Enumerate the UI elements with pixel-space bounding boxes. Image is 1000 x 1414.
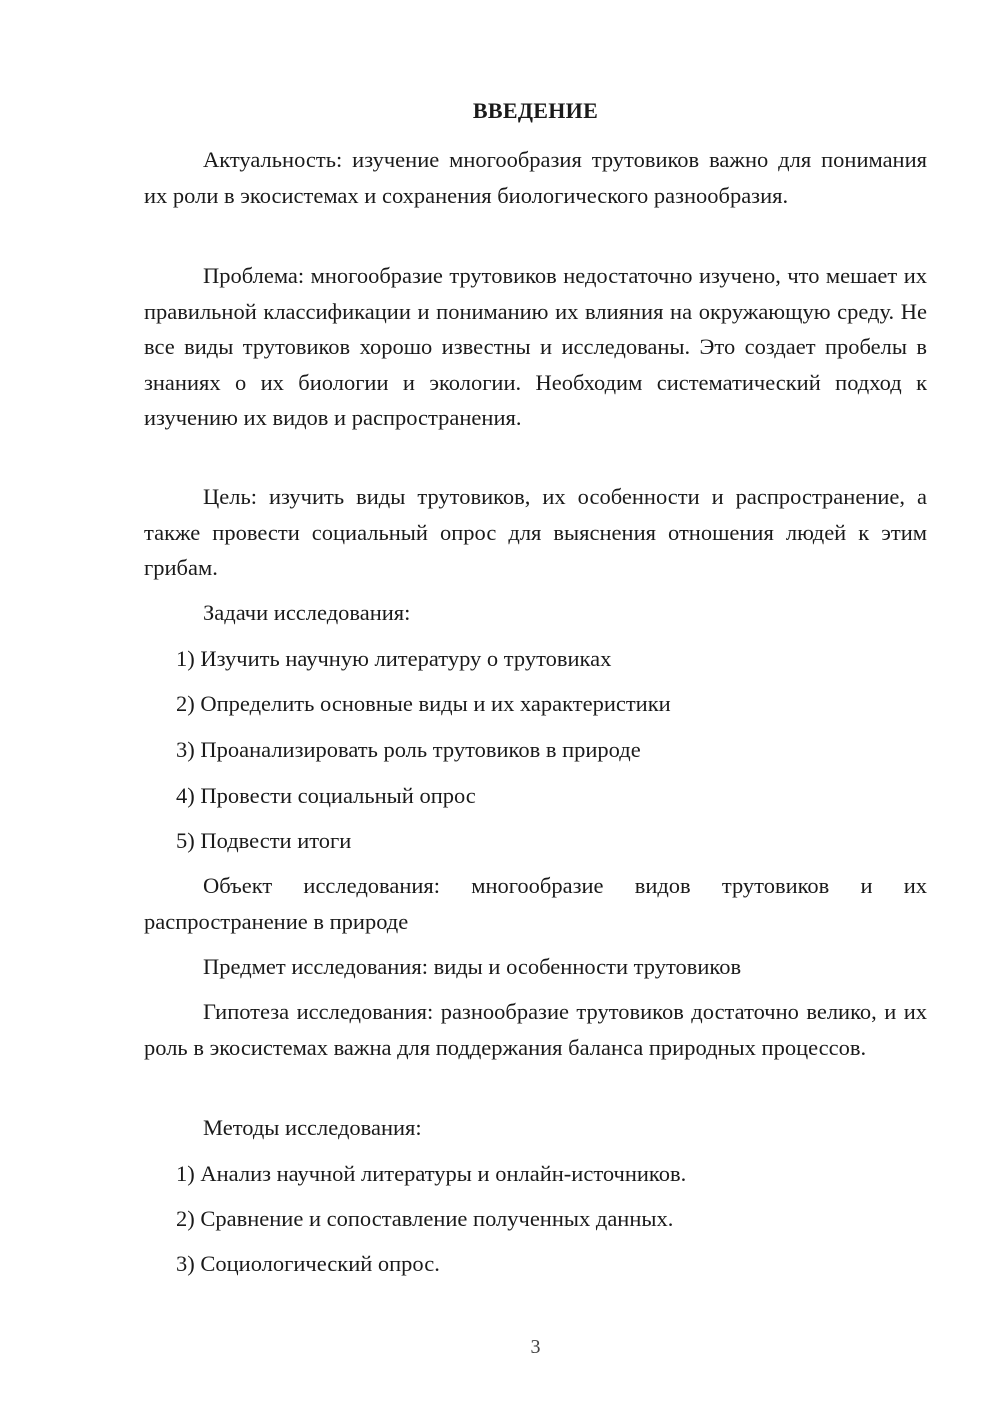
document-page [144, 0, 927, 1414]
methods-heading: Методы исследования: [203, 1115, 422, 1140]
section-title: ВВЕДЕНИЕ [472, 98, 599, 123]
paragraph-problem: Проблема: многообразие трутовиков недостаточно изучено, что мешает их правильной классификации и пониманию их влияния на окружающую среду. Не все виды трутовиков хорошо известны и исследованы. Это создает пробелы в знаниях о их биологии и экологии. Необходим систематический подход к изучению их видов и распространения. [144, 263, 927, 430]
method-item: 2) Сравнение и сопоставление полученных данных. [176, 1206, 674, 1231]
page-number: 3 [530, 1336, 541, 1358]
paragraph-relevance: Актуальность: изучение многообразия трутовиков важно для понимания их роли в экосистемах и сохранения биологического разнообразия. [144, 147, 927, 208]
paragraph-subject: Предмет исследования: виды и особенности трутовиков [203, 954, 742, 979]
paragraph-hypothesis: Гипотеза исследования: разнообразие трутовиков достаточно велико, и их роль в экосистемах важна для поддержания баланса природных процессов. [144, 999, 927, 1060]
task-item: 5) Подвести итоги [176, 828, 352, 853]
paragraph-object: Объект исследования: многообразие видов трутовиков и их распространение в природе [144, 873, 927, 934]
paragraph-goal: Цель: изучить виды трутовиков, их особенности и распространение, а также провести социальный опрос для выяснения отношения людей к этим грибам. [144, 484, 927, 580]
method-item: 1) Анализ научной литературы и онлайн-источников. [176, 1161, 687, 1186]
tasks-heading: Задачи исследования: [203, 600, 411, 625]
task-item: 1) Изучить научную литературу о трутовиках [176, 646, 612, 671]
task-item: 3) Проанализировать роль трутовиков в природе [176, 737, 641, 762]
method-item: 3) Социологический опрос. [176, 1251, 440, 1276]
task-item: 4) Провести социальный опрос [176, 783, 476, 808]
task-item: 2) Определить основные виды и их характеристики [176, 691, 671, 716]
